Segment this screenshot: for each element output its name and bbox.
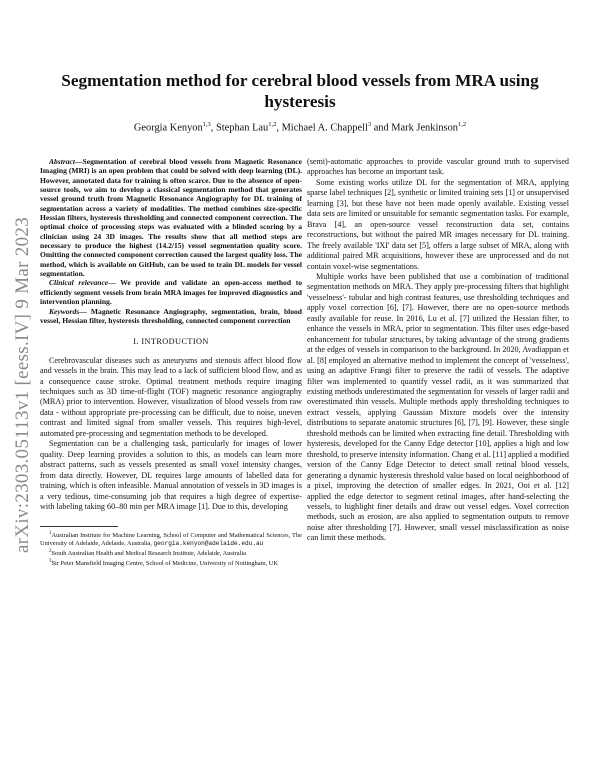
footnote (40, 530, 302, 548)
author-line (60, 121, 540, 133)
clinical-relevance-label: Clinical relevance (49, 278, 109, 288)
body-paragraph: Some existing works utilize DL for the segmentation of MRA, applying sparse label techniques [2], synthetic or limited training sets [1] or unsupervised learning [3], but these have not been made openly available. Existing vessel data sets are limited or unsuitable for semantic segmentation tasks. For example, Brava [4], an open-source vessel reconstruction data set, contains reconstructions, but without the paired MR images necessary for DL training. The freely available 'IXI' data set [5], offers a large subset of MRA, along with additional paired MR acquisitions, however these are unprocessed and do not contain voxel-wise segmentations. (307, 177, 569, 271)
author-affiliation: 1,2 (268, 121, 277, 128)
section-heading: I. INTRODUCTION (133, 337, 209, 347)
author-affiliation: 3 (367, 121, 372, 128)
author-affiliation: 1,3 (202, 121, 211, 128)
author-name: Mark Jenkinson (391, 122, 458, 134)
body-paragraph: (semi)-automatic approaches to provide vascular ground truth to supervised approaches has become an important task. (307, 157, 569, 177)
left-column (40, 157, 302, 568)
arxiv-stamp (8, 155, 38, 615)
clinical-relevance (40, 278, 302, 306)
keywords-label: Keywords (49, 306, 80, 316)
abstract-label: Abstract (49, 157, 75, 166)
author-separator: , (210, 122, 216, 134)
author-name: Michael A. Chappell (281, 122, 368, 134)
keywords (40, 307, 302, 326)
abstract-text: —Segmentation of cerebral blood vessels from Magnetic Resonance Imaging (MRI) is an open problem that could be solved with deep learning (DL). However, annotated data for training is often scarce. Due to the absence of open-source tools, we aim to develop a classical segmentation method that generates vessel ground truth from Magnetic Resonance Angiography for DL training of segmentation across a variety of modalities. The method combines size-specific Hessian filters, hysteresis thresholding and connected component correction. The optimal choice of processing steps was evaluated with a blinded scoring by a clinician using 24 3D images. The results show that all method steps are necessary to produce the highest (14.2/15) vessel segmentation quality score. Omitting the connected component correction caused the largest quality loss. The method, which is available on GitHub, can be used to train DL models for vessel segmentation. (40, 157, 302, 279)
right-column (307, 157, 569, 544)
paper-title: Segmentation method for cerebral blood vessels from MRA using hysteresis (61, 71, 539, 111)
author-name: Georgia Kenyon (133, 122, 203, 134)
footnote-mark: 1 (49, 531, 52, 537)
clinical-relevance-text: — We provide and validate an open-access method to efficiently segment vessels from brain MRA images for improved diagnostics and intervention planning. (40, 278, 302, 307)
author-separator: and (371, 122, 392, 134)
author-name: Stephan Lau (216, 122, 269, 134)
footnote (40, 548, 302, 558)
body-paragraph: Segmentation can be a challenging task, particularly for images of lower quality. Deep learning provides a solution to this, as models can learn more abstract patterns, such as vessels presented as small voxel intensity changes, from data directly. However, DL requires large amounts of labelled data for training, which is often infeasible. Manual annotation of vessels in 3D images is a very tedious, time-consuming job that requires a high degree of expertise- with labeling taking 60–80 min per MRA image [1]. Due to this, developing (40, 439, 302, 511)
abstract (40, 157, 302, 278)
keywords-text: — Magnetic Resonance Angiography, segmentation, brain, blood vessel, Hessian filter, hysteresis thresholding, connected component correction (40, 306, 302, 325)
body-paragraph: Cerebrovascular diseases such as aneurysms and stenosis affect blood flow and vessels in the brain. This may lead to a lack of sufficient blood flow, and as a consequence cause stroke. Optimal treatment methods require imaging techniques such as 3D time-of-flight (TOF) magnetic resonance angiography (MRA) prior to intervention. However, visualization of blood vessels from raw data - without appropriate pre-processing can be difficult, due to noise, uneven contrast and limited signal from smaller vessels. This requires high-level, automated pre-processing and segmentation methods to be developed. (40, 355, 302, 438)
author-affiliation: 1,2 (457, 121, 467, 128)
footnote-text: Australian Institute for Machine Learning, School of Computer and Mathematical Sciences, The University of Adelaide, Adelaide, Australia, (40, 532, 302, 548)
footnote-mark: 2 (49, 549, 52, 555)
author-separator: , (276, 122, 282, 134)
footnote-text: South Australian Health and Medical Research Institute, Adelaide, Australia (51, 550, 247, 558)
footnote-mark: 3 (49, 559, 52, 565)
footnote-text: Sir Peter Mansfield Imaging Centre, School of Medicine, University of Nottingham, UK (51, 560, 278, 568)
body-paragraph: Multiple works have been published that use a combination of traditional segmentation methods on MRA. They apply pre-processing filters that highlight 'vesselness'- tubular and high contrast features, use thresholding techniques and apply voxel correction [6], [7]. However, there are no open-source methods easily available for reuse. In 2016, Lu et al. [7] utilized the Hessian filter, to enhance the vessels in MRA, prior to segmentation. This filter uses edge-based enhancement for tubular structures, by taking advantage of the strong gradients at the edges of vessels in comparison to the background. In 2020, Avadiappan et al. [8] employed an alternative method to implement the concept of 'vesselness', using an adaptive Frangi filter to preserve the radii of vessels. The adaptive filter was implemented to quantify vessel radii, as it was summarized that existing methods underestimated the segmentation for vessels of larger radii and overestimated thin vessels. Multiple methods apply thresholding techniques to extract vessels, applying Gaussian Mixture models over the intensity distributions to separate anatomic structures [6], [7], [9]. However, these single threshold methods can be limited when extracting fine detail. Thresholding with hysteresis, developed for the Canny Edge detector [10], applies a high and low threshold, to preserve intensity information. Chang et al. [11] applied a modified version of the Canny Edge Detector to detect small retinal blood vessels, generating a dynamic hysteresis threshold value based on local neighborhood of a pixel, improving the detection of smaller edges. In 2021, Ooi et al. [12] applied the edge detector to segment retinal images, after hand-selecting the vessels, to highlight finer details and draw out vessel edges. Voxel correction methods, such as erosion, are also applied to segmentation outputs to remove noise after thresholding [7]. However, small vessel misclassification as noise can limit these methods. (307, 271, 569, 543)
footnote (40, 558, 302, 568)
footnote-email: georgia.kenyon@adelaide.edu.au (153, 540, 264, 548)
arxiv-stamp-text: arXiv:2303.05113v1 [eess.IV] 9 Mar 2023 (12, 216, 33, 554)
